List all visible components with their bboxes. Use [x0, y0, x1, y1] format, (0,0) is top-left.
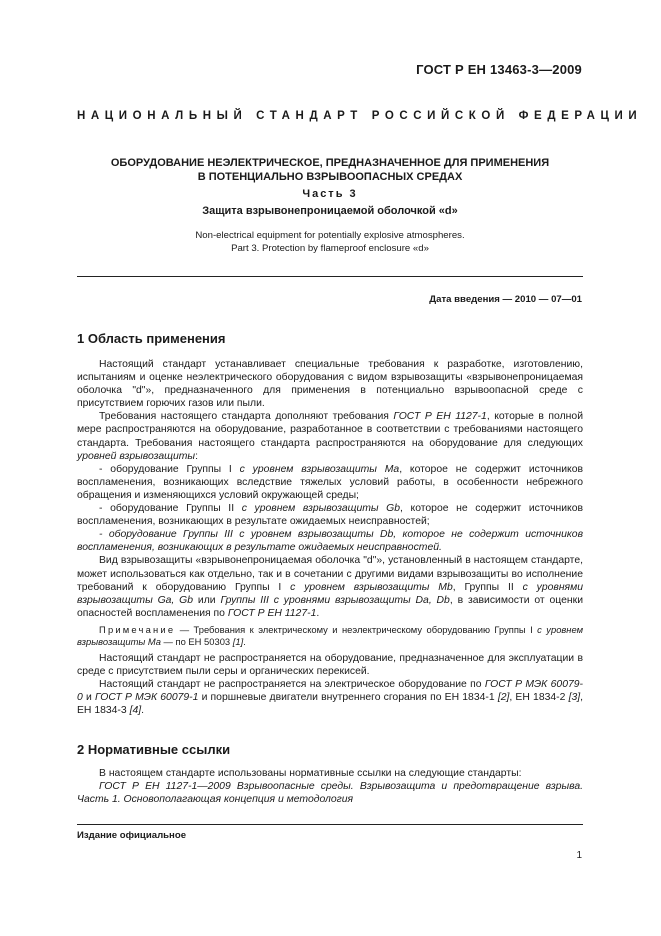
- list-item-group-3: - оборудование Группы III с уровнем взрывозащиты Db, которое не содержит источников воспламенения, возникающих в результате ожидаемых неисправностей.: [77, 529, 583, 554]
- section-1-heading: 1 Область применения: [77, 331, 226, 346]
- text-run: .: [141, 705, 145, 717]
- english-title: [77, 230, 583, 255]
- text-run: - оборудование Группы I: [99, 463, 240, 475]
- text-run: , ЕН 1834-2: [509, 692, 569, 704]
- bibliography-reference: [4]: [129, 705, 142, 717]
- english-title-line-2: Part 3. Protection by flameproof enclosure «d»: [231, 242, 429, 254]
- section-1-paragraph-4: Настоящий стандарт не распространяется на оборудование, предназначенное для эксплуатации в среде с присутствием пыли серы и органических перекисей.: [77, 652, 583, 677]
- text-run-italic: уровней взрывозащиты: [77, 450, 196, 462]
- standard-reference: ГОСТ Р МЭК 60079-0: [77, 679, 583, 704]
- note: [77, 624, 583, 648]
- section-2-body: [77, 767, 583, 806]
- introduction-date: Дата введения — 2010 — 07—01: [429, 294, 582, 305]
- section-1-body: [77, 358, 583, 717]
- text-run: и: [82, 692, 95, 704]
- section-1-paragraph-5: [77, 678, 583, 717]
- text-run-italic: с уровнем взрывозащиты Mb: [290, 581, 453, 593]
- standard-reference: ГОСТ Р ЕН 1127-1: [393, 411, 487, 423]
- text-run: Настоящий стандарт не распространяется на электрическое оборудование по: [99, 679, 485, 691]
- section-1-paragraph-1: Настоящий стандарт устанавливает специальные требования к разработке, изготовлению, испытаниям и оценке неэлектрического оборудования с видом взрывозащиты «взрывонепроницаемая оболочка "d"», предназначенного для применения в потенциально взрывоопасной среде с присутствием горючих газов или пыли.: [77, 359, 583, 410]
- text-run-italic: с уровнем взрывозащиты Ma: [239, 463, 400, 475]
- document-code: ГОСТ Р ЕН 13463-3—2009: [416, 62, 582, 77]
- part-label: Часть 3: [302, 188, 358, 200]
- footer-divider: [77, 824, 583, 825]
- national-standard-banner: НАЦИОНАЛЬНЫЙ СТАНДАРТ РОССИЙСКОЙ ФЕДЕРАЦИИ: [77, 110, 643, 122]
- standard-reference: ГОСТ Р ЕН 1127-1: [227, 607, 317, 619]
- text-run: - оборудование Группы II: [99, 503, 242, 515]
- section-1-paragraph-3: [77, 554, 583, 619]
- list-item-group-1: [77, 463, 583, 502]
- text-run-italic: с уровнями взрывозащиты Ga, Gb: [77, 581, 583, 606]
- section-1-paragraph-2: [77, 410, 583, 462]
- text-run: .: [316, 607, 320, 619]
- text-run: .: [243, 635, 246, 647]
- text-run: , в зависимости от оценки опасностей воспламенения по: [77, 594, 584, 619]
- bibliography-reference: [3]: [568, 692, 581, 704]
- text-run: :: [195, 450, 198, 462]
- bibliography-reference: [2]: [497, 692, 510, 704]
- text-run: Требования настоящего стандарта дополняют требования: [99, 411, 394, 423]
- standard-reference: ГОСТ Р МЭК 60079-1: [94, 692, 199, 704]
- section-2-reference-1: ГОСТ Р ЕН 1127-1—2009 Взрывоопасные среды. Взрывозащита и предотвращение взрыва. Часть 1. Основополагающая концепция и методология: [77, 781, 583, 806]
- text-run: — Требования к электрическому и неэлектрическому оборудованию Группы I: [175, 623, 538, 635]
- edition-label: Издание официальное: [77, 830, 187, 841]
- part-title: Защита взрывонепроницаемой оболочкой «d»: [202, 205, 458, 217]
- text-run: , ЕН 1834-3: [77, 692, 584, 717]
- text-run-italic: с уровнем взрывозащиты Ma: [77, 623, 583, 647]
- title-line-1: ОБОРУДОВАНИЕ НЕЭЛЕКТРИЧЕСКОЕ, ПРЕДНАЗНАЧЕННОЕ ДЛЯ ПРИМЕНЕНИЯ: [110, 157, 550, 169]
- title-line-2: В ПОТЕНЦИАЛЬНО ВЗРЫВООПАСНЫХ СРЕДАХ: [197, 171, 463, 183]
- list-item-group-2: [77, 502, 583, 528]
- title-block: [77, 156, 583, 218]
- text-run: или: [193, 594, 221, 606]
- text-run: — по ЕН 50303: [160, 635, 233, 647]
- page-number: 1: [576, 850, 582, 861]
- note-label: Примечание: [99, 623, 176, 635]
- text-run: Вид взрывозащиты «взрывонепроницаемая оболочка "d"», установленный в настоящем стандарте, может использоваться как отдельно, так и в сочетании с другими видами взрывозащиты во исполнение требований к оборудованию Группы I: [77, 555, 583, 593]
- text-run: и поршневые двигатели внутреннего сгорания по ЕН 1834-1: [198, 692, 498, 704]
- bibliography-reference: [1]: [232, 635, 244, 647]
- text-run: , которое не содержит источников воспламенения, возникающих вследствие тяжелых условий работы, в особенности небрежного обращения и изменяющихся условий окружающей среды;: [77, 463, 583, 501]
- header-divider: [77, 276, 583, 277]
- section-2-paragraph-1: В настоящем стандарте использованы нормативные ссылки на следующие стандарты:: [99, 768, 522, 779]
- text-run: , которое не содержит источников воспламенения, возникающих в результате ожидаемых неисправностей;: [77, 503, 583, 528]
- text-run-italic: Группы III с уровнями взрывозащиты Da, Db: [220, 594, 450, 606]
- english-title-line-1: Non-electrical equipment for potentially explosive atmospheres.: [195, 230, 465, 241]
- section-2-heading: 2 Нормативные ссылки: [77, 742, 231, 757]
- text-run: , Группы II: [452, 581, 523, 593]
- text-run-italic: с уровнем взрывозащиты Gb: [241, 503, 401, 515]
- text-run: , которые в полной мере распространяются на оборудование, разработанное в соответствии с требованиями настоящего стандарта. Требования настоящего стандарта распространяются на оборудование для следующих: [77, 411, 583, 449]
